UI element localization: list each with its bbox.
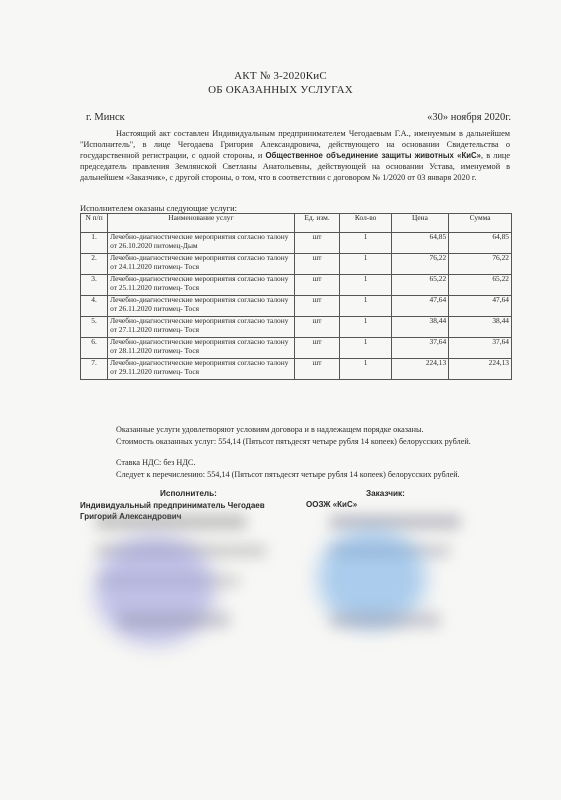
executor-name-line2: Григорий Александрович (80, 512, 182, 521)
cell-qty: 1 (340, 296, 391, 317)
cell-num: 2. (81, 254, 108, 275)
redacted-text (96, 515, 246, 529)
table-row (81, 254, 512, 275)
cell-num: 6. (81, 338, 108, 359)
cell-qty: 1 (340, 338, 391, 359)
table-row (81, 233, 512, 254)
header-price: Цена (391, 214, 448, 233)
vat-rate: Ставка НДС: без НДС. (116, 458, 196, 467)
cell-unit: шт (294, 254, 340, 275)
cell-price: 76,22 (391, 254, 448, 275)
cell-price: 65,22 (391, 275, 448, 296)
header-unit: Ед. изм. (294, 214, 340, 233)
document-title: АКТ № 3-2020КиС (234, 70, 327, 82)
redacted-signature (120, 612, 230, 628)
cell-sum: 37,64 (449, 338, 512, 359)
executor-stamp (95, 535, 215, 645)
cell-num: 3. (81, 275, 108, 296)
header-num: N п/п (81, 214, 108, 233)
cell-price: 47,64 (391, 296, 448, 317)
cell-num: 5. (81, 317, 108, 338)
cell-name: Лечебно-диагностические мероприятия согласно талону от 24.11.2020 питомец- Тося (108, 254, 294, 275)
cell-unit: шт (294, 317, 340, 338)
cell-name: Лечебно-диагностические мероприятия согласно талону от 28.11.2020 питомец- Тося (108, 338, 294, 359)
cell-name: Лечебно-диагностические мероприятия согласно талону от 26.11.2020 питомец- Тося (108, 296, 294, 317)
header-sum: Сумма (449, 214, 512, 233)
table-row (81, 359, 512, 380)
header-qty: Кол-во (340, 214, 391, 233)
amount-due: Следует к перечислению: 554,14 (Пятьсот пятьдесят четыре рубля 14 копеек) белорусских рублей. (116, 470, 460, 479)
table-row (81, 338, 512, 359)
cell-unit: шт (294, 359, 340, 380)
cell-qty: 1 (340, 275, 391, 296)
cell-price: 37,64 (391, 338, 448, 359)
cell-qty: 1 (340, 317, 391, 338)
table-caption: Исполнителем оказаны следующие услуги: (80, 203, 237, 213)
services-cost: Стоимость оказанных услуг: 554,14 (Пятьсот пятьдесят четыре рубля 14 копеек) белорусских рублей. (116, 437, 471, 446)
services-conformity-note: Оказанные услуги удовлетворяют условиям договора и в надлежащем порядке оказаны. (116, 425, 424, 434)
intro-text-2: , в лице председатель правления Землянской Светланы Анатольевны, действующей на основании Устава, именуемой в дальнейшем «Заказчик», с другой стороны, о том, что в соответствии с договором № 1/2020 от 03 января 2020 г. (80, 151, 511, 182)
cell-num: 7. (81, 359, 108, 380)
intro-text-1: Настоящий акт составлен Индивидуальным предпринимателем Чегодаевым Г.А., именуемым в дальнейшем "Исполнитель", в лице Чегодаева Григория Александровича, действующего на основании Свидетельства о государственной регистрации, с одной стороны, и (80, 129, 510, 160)
services-table (80, 213, 512, 380)
cell-price: 224,13 (391, 359, 448, 380)
header-name: Наименование услуг (108, 214, 294, 233)
document-subtitle: ОБ ОКАЗАННЫХ УСЛУГАХ (208, 84, 353, 96)
cell-num: 1. (81, 233, 108, 254)
cell-sum: 76,22 (449, 254, 512, 275)
table-row (81, 275, 512, 296)
cell-num: 4. (81, 296, 108, 317)
cell-unit: шт (294, 296, 340, 317)
city: г. Минск (86, 112, 125, 123)
customer-heading: Заказчик: (366, 489, 405, 498)
executor-heading: Исполнитель: (160, 489, 217, 498)
cell-qty: 1 (340, 254, 391, 275)
cell-sum: 65,22 (449, 275, 512, 296)
cell-unit: шт (294, 275, 340, 296)
redacted-signature (330, 612, 440, 628)
document-date: «30» ноября 2020г. (427, 112, 511, 123)
table-row (81, 296, 512, 317)
intro-customer-name: Общественное объединение защиты животных «КиС» (265, 151, 481, 160)
cell-name: Лечебно-диагностические мероприятия согласно талону от 29.11.2020 питомец- Тося (108, 359, 294, 380)
cell-name: Лечебно-диагностические мероприятия согласно талону от 25.11.2020 питомец- Тося (108, 275, 294, 296)
executor-name-line1: Индивидуальный предприниматель Чегодаев (80, 501, 265, 510)
cell-qty: 1 (340, 359, 391, 380)
cell-qty: 1 (340, 233, 391, 254)
cell-sum: 64,85 (449, 233, 512, 254)
table-row (81, 317, 512, 338)
cell-price: 38,44 (391, 317, 448, 338)
redacted-text (330, 515, 460, 529)
intro-paragraph (80, 128, 510, 183)
customer-name: ООЗЖ «КиС» (306, 500, 358, 509)
cell-sum: 38,44 (449, 317, 512, 338)
cell-name: Лечебно-диагностические мероприятия согласно талону от 27.11.2020 питомец- Тося (108, 317, 294, 338)
cell-sum: 47,64 (449, 296, 512, 317)
cell-price: 64,85 (391, 233, 448, 254)
cell-name: Лечебно-диагностические мероприятия согласно талону от 26.10.2020 питомец-Дым (108, 233, 294, 254)
table-header-row (81, 214, 512, 233)
cell-unit: шт (294, 338, 340, 359)
cell-unit: шт (294, 233, 340, 254)
cell-sum: 224,13 (449, 359, 512, 380)
